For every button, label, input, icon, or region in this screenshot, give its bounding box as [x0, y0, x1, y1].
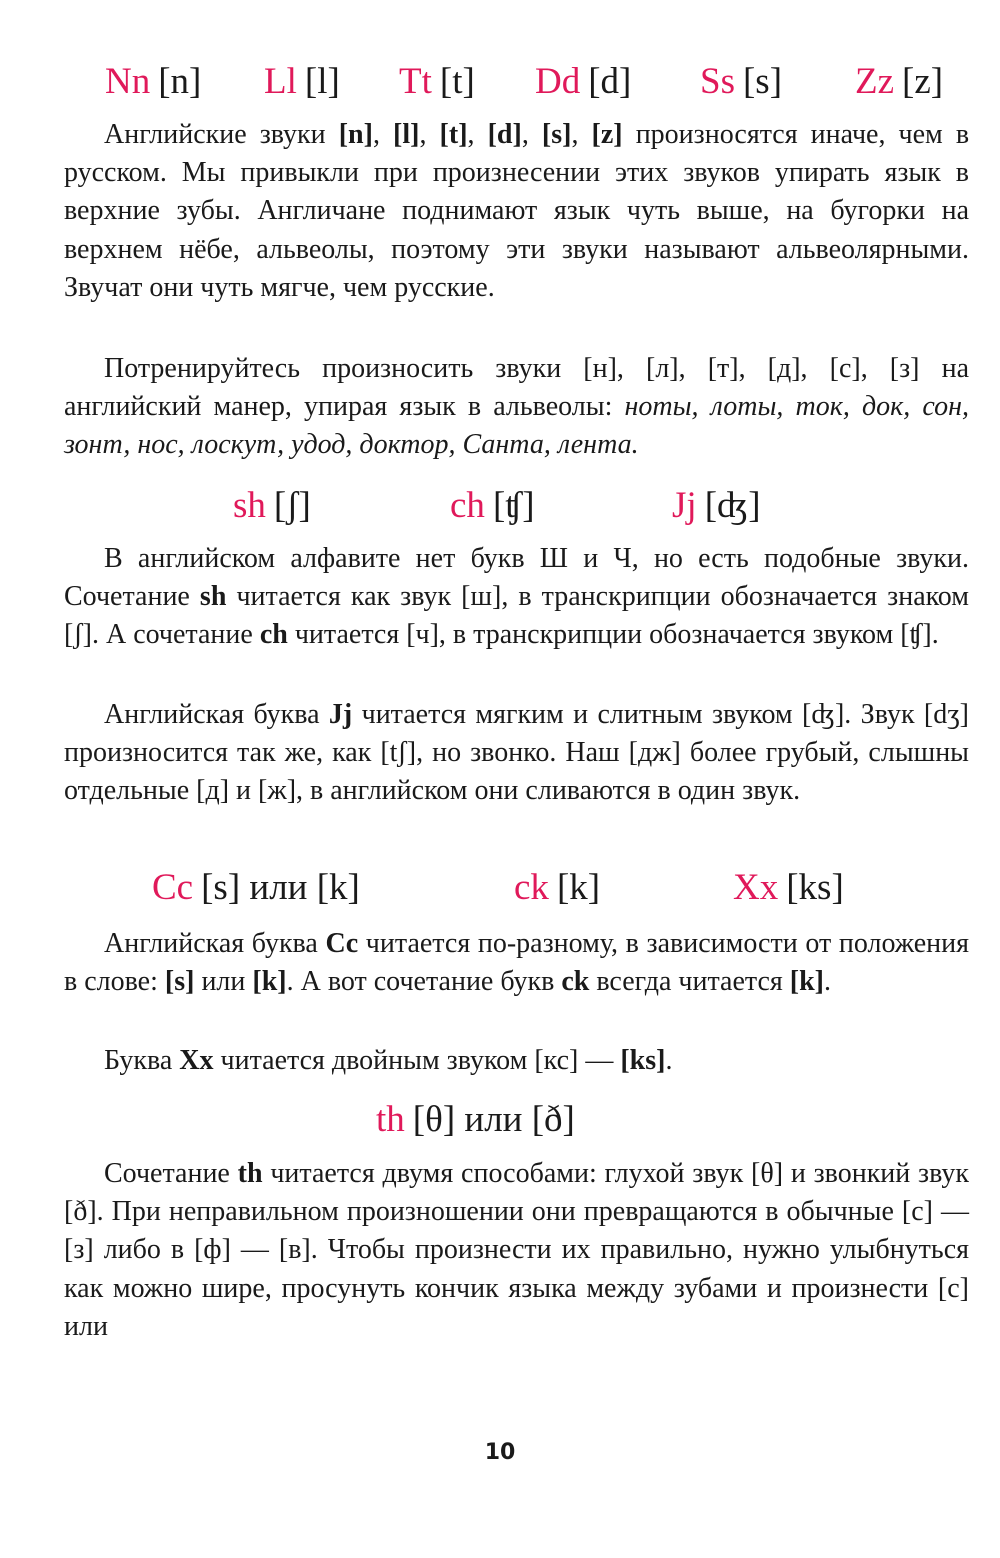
paragraph-alveolar-explanation: Английские звуки [n], [l], [t], [d], [s], [z] произносятся иначе, чем в русском. Мы привыкли при произнесении этих звуков упирать язык в верхние зубы. Англичане поднимают язык чуть выше, на бугорки на верхнем нёбе, альвеолы, поэтому эти звуки называют альвеолярными. Звучат они чуть мягче, чем русские. [64, 119, 970, 303]
paragraph-jj: Английская буква Jj читается мягким и слитным звуком [ʤ]. Звук [dʒ] произносится так же, как [tʃ], но звонко. Наш [дж] более грубый, слышны отдельные [д] и [ж], в английском они сливаются в один звук. [64, 699, 970, 807]
letter-item: Nn [n] [105, 61, 202, 102]
letter-item: th [θ] или [ð] [376, 1099, 575, 1140]
page-number: 10 [484, 1440, 516, 1465]
letter-item: Ll [l] [264, 61, 340, 102]
paragraph-sh-ch: В английском алфавите нет букв Ш и Ч, но есть подобные звуки. Сочетание sh читается как звук [ш], в транскрипции обозначается знаком [ʃ]. А сочетание ch читается [ч], в транскрипции обозначается звуком [ʧ]. [64, 543, 969, 651]
letter-item: ck [k] [514, 867, 601, 908]
letter-item: Xx [ks] [733, 867, 844, 908]
paragraph-cc: Английская буква Cc читается по-разному, в зависимости от положения в слове: [s] или [k]. А вот сочетание букв ck всегда читается [k]. [64, 928, 970, 998]
paragraph-practice: Потренируйтесь произносить звуки [н], [л], [т], [д], [с], [з] на английский манер, упирая язык в альвеолы: ноты, лоты, ток, док, сон, зонт, нос, лоскут, удод, доктор, Санта, лента. [64, 353, 969, 461]
letter-item: Tt [t] [399, 61, 475, 102]
letter-item: Jj [ʤ] [672, 485, 761, 526]
letter-item: Cc [s] или [k] [152, 867, 360, 908]
letter-item: Dd [d] [535, 61, 632, 102]
letter-item: Ss [s] [700, 61, 783, 102]
letter-item: ch [ʧ] [450, 485, 535, 526]
paragraph-th: Сочетание th читается двумя способами: глухой звук [θ] и звонкий звук [ð]. При неправильном произношении они превращаются в обычные [с] — [з] либо в [ф] — [в]. Чтобы произнести их правильно, нужно улыбнуться как можно шире, просунуть кончик языка между зубами и произнести [с] или [64, 1158, 969, 1342]
paragraph-xx: Буква Xx читается двойным звуком [кс] — [ks]. [104, 1045, 673, 1076]
letter-item: Zz [z] [855, 61, 944, 102]
letter-item: sh [ʃ] [233, 485, 311, 526]
